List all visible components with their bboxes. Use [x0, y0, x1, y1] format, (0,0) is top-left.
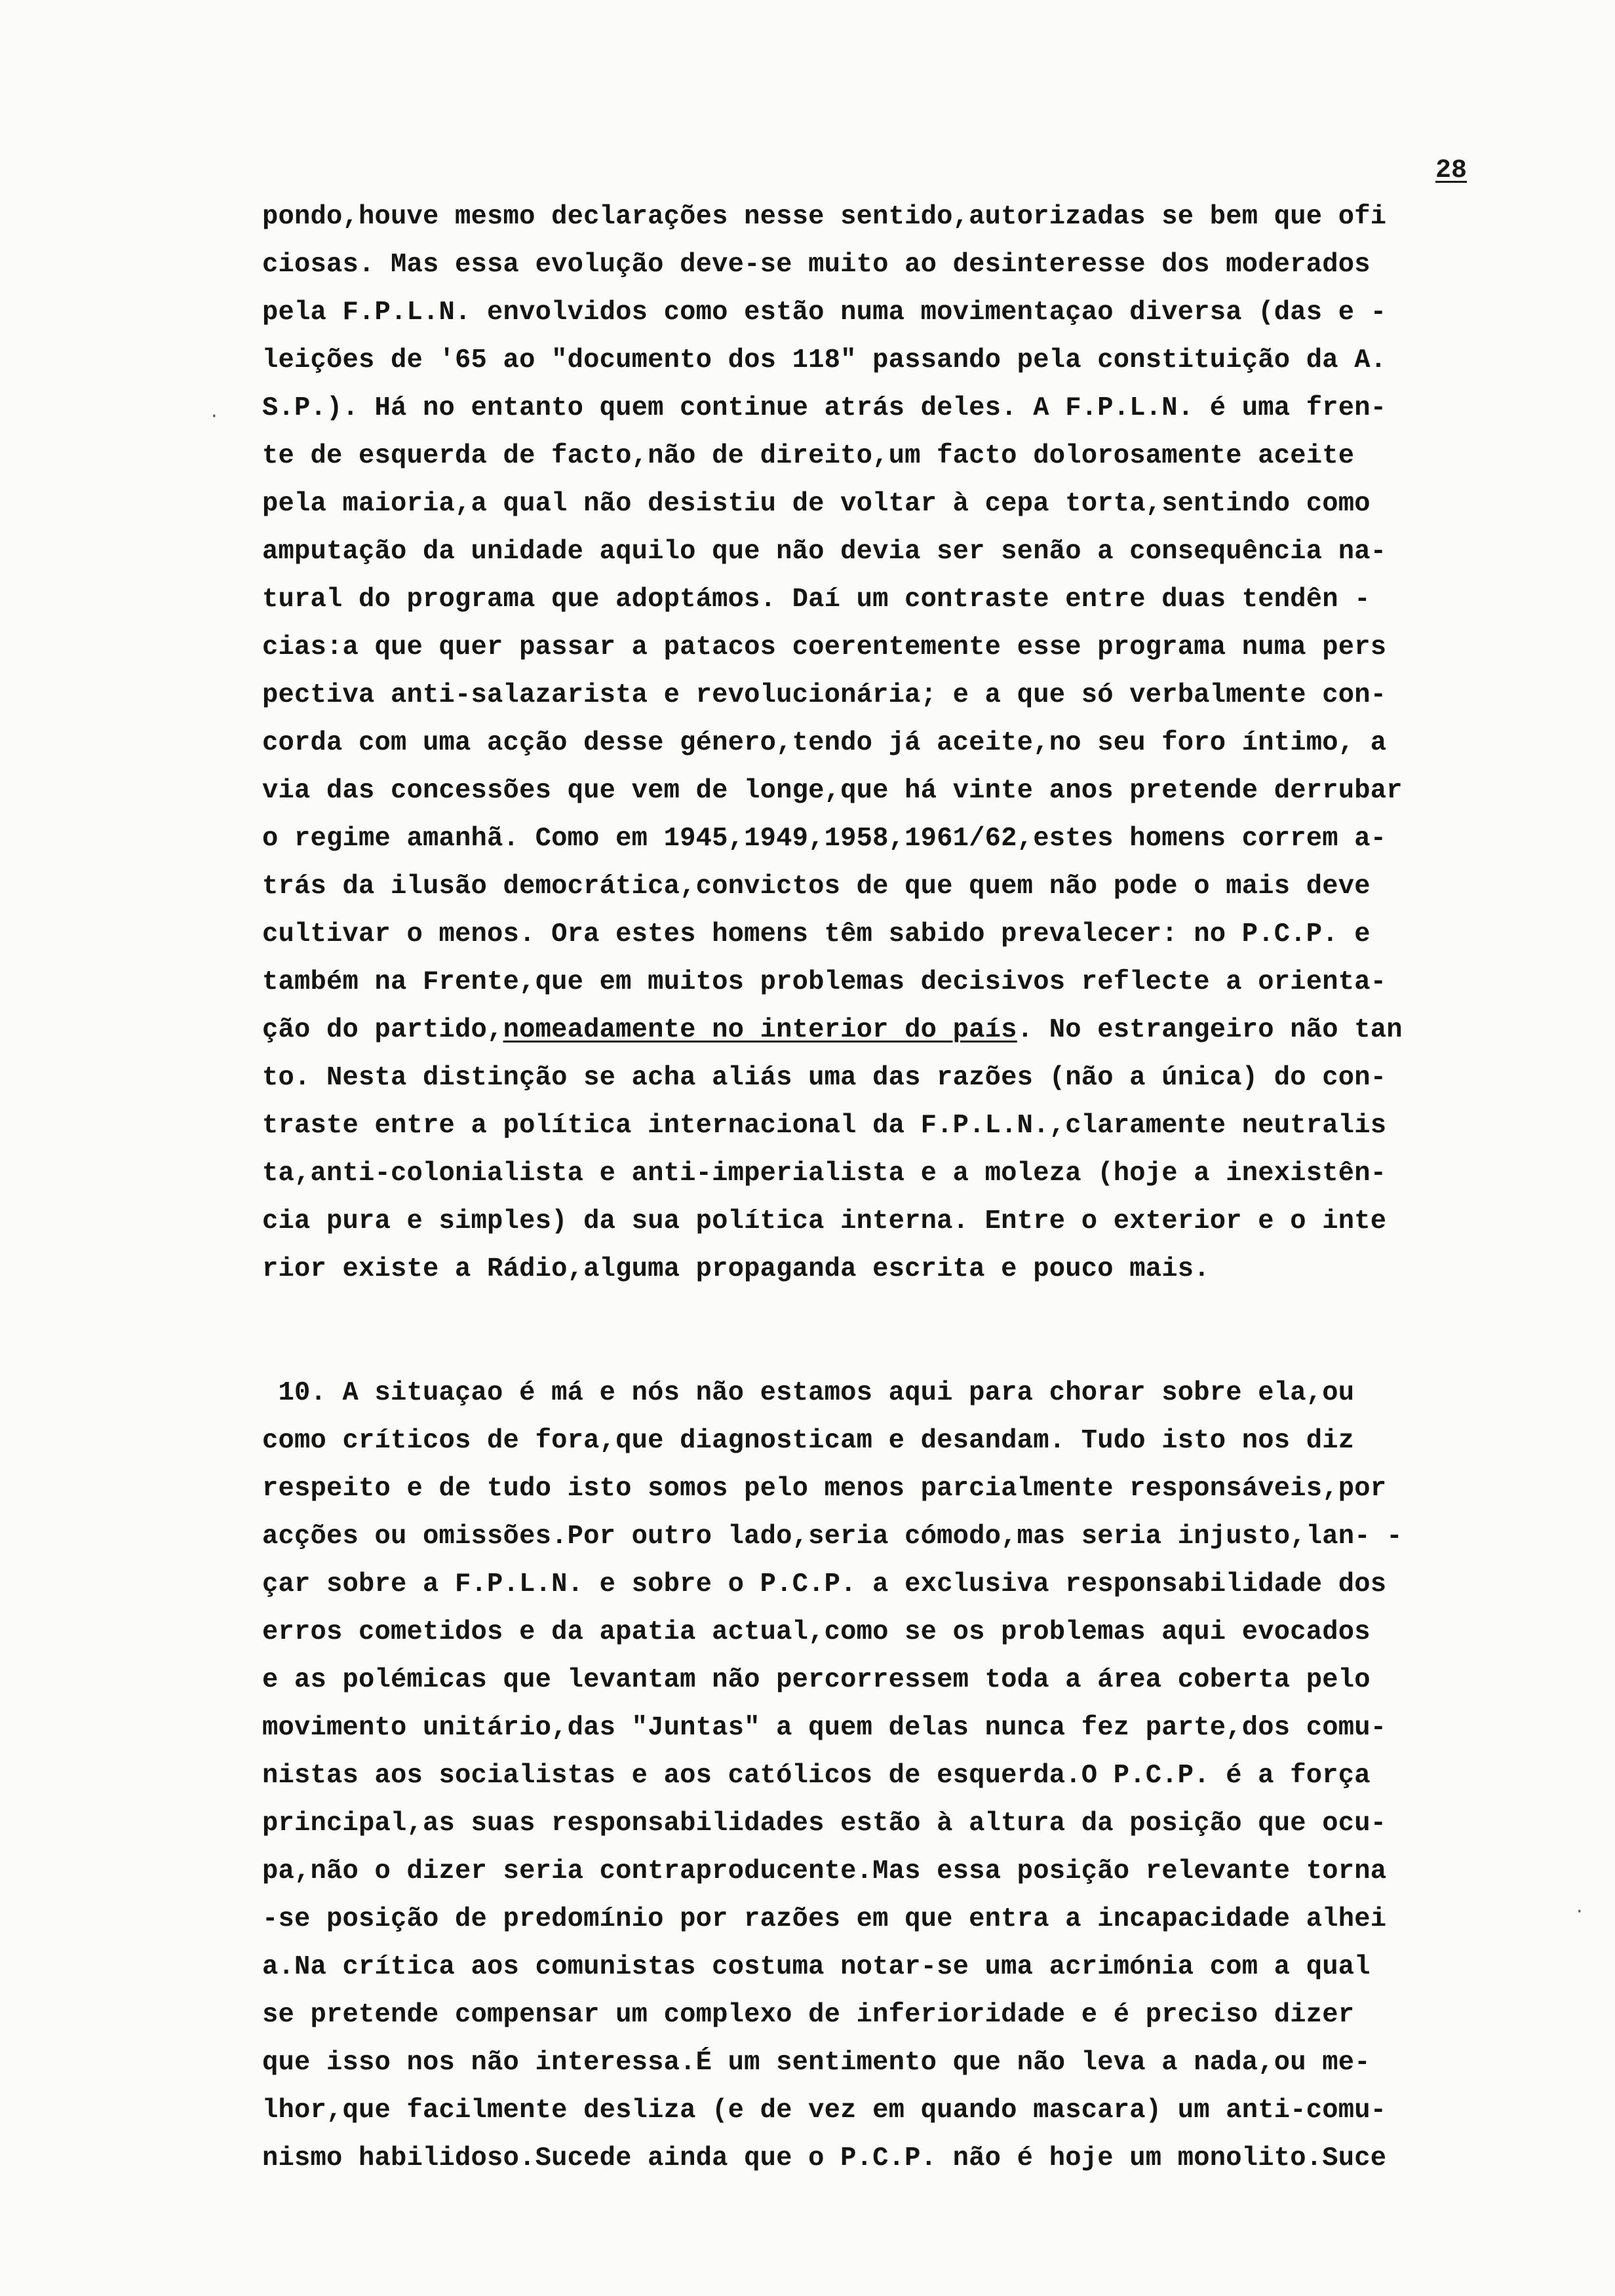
text-line-underlined [262, 1006, 1501, 1054]
text-line: -se posição de predomínio por razões em que entra a incapacidade alhei [262, 1904, 1387, 1934]
text-line: traste entre a política internacional da F.P.L.N.,claramente neutralis [262, 1111, 1387, 1141]
text-line: se pretende compensar um complexo de inferioridade e é preciso dizer [262, 2000, 1355, 2030]
text-line: respeito e de tudo isto somos pelo menos parcialmente responsáveis,por [262, 1474, 1387, 1504]
margin-mark: · [211, 405, 218, 428]
text-line: principal,as suas responsabilidades estão à altura da posição que ocu- [262, 1808, 1387, 1839]
text-line: rior existe a Rádio,alguma propaganda escrita e pouco mais. [262, 1254, 1210, 1284]
text-line: a.Na crítica aos comunistas costuma notar-se uma acrimónia com a qual [262, 1952, 1371, 1982]
margin-mark: · [1576, 1900, 1583, 1923]
text-line: também na Frente,que em muitos problemas decisivos reflecte a orienta- [262, 967, 1387, 997]
text-line: cia pura e simples) da sua política interna. Entre o exterior e o inte [262, 1206, 1387, 1236]
text-line: acções ou omissões.Por outro lado,seria cómodo,mas seria injusto,lan- - [262, 1521, 1403, 1552]
text-line: amputação da unidade aquilo que não devia ser senão a consequência na- [262, 537, 1387, 567]
text-line: cias:a que quer passar a patacos coerentemente esse programa numa pers [262, 632, 1387, 662]
text-line: pela F.P.L.N. envolvidos como estão numa movimentaçao diversa (das e - [262, 297, 1387, 328]
text-line: corda com uma acção desse género,tendo já aceite,no seu foro íntimo, a [262, 728, 1387, 758]
text-line: ta,anti-colonialista e anti-imperialista e a moleza (hoje a inexistên- [262, 1158, 1387, 1189]
text-line: movimento unitário,das "Juntas" a quem delas nunca fez parte,dos comu- [262, 1713, 1387, 1743]
text-line: çar sobre a F.P.L.N. e sobre o P.C.P. a exclusiva responsabilidade dos [262, 1569, 1387, 1599]
text-line: pela maioria,a qual não desistiu de voltar à cepa torta,sentindo como [262, 489, 1371, 519]
text-line: te de esquerda de facto,não de direito,um facto dolorosamente aceite [262, 441, 1355, 471]
text-line: lhor,que facilmente desliza (e de vez em quando mascara) um anti-comu- [262, 2095, 1387, 2126]
text-line: nismo habilidoso.Sucede ainda que o P.C.P. não é hoje um monolito.Suce [262, 2143, 1387, 2173]
text-line: tural do programa que adoptámos. Daí um contraste entre duas tendên - [262, 584, 1371, 615]
paragraph-1 [262, 193, 1501, 1293]
text-line: trás da ilusão democrática,convictos de que quem não pode o mais deve [262, 871, 1371, 902]
text-line: pectiva anti-salazarista e revolucionária; e a que só verbalmente con- [262, 680, 1387, 710]
text-line: o regime amanhã. Como em 1945,1949,1958,1961/62,estes homens correm a- [262, 824, 1387, 854]
line-text-after: . No estrangeiro não tan [1017, 1015, 1403, 1045]
page-number: 28 [1435, 156, 1468, 185]
text-line: to. Nesta distinção se acha aliás uma das razões (não a única) do con- [262, 1063, 1387, 1093]
paragraph-2 [262, 1369, 1501, 2183]
text-line: S.P.). Há no entanto quem continue atrás deles. A F.P.L.N. é uma fren- [262, 393, 1387, 423]
text-line: e as polémicas que levantam não percorressem toda a área coberta pelo [262, 1665, 1371, 1695]
text-line: pa,não o dizer seria contraproducente.Mas essa posição relevante torna [262, 1856, 1387, 1886]
text-line: via das concessões que vem de longe,que há vinte anos pretende derrubar [262, 776, 1403, 806]
text-line: que isso nos não interessa.É um sentimento que não leva a nada,ou me- [262, 2048, 1371, 2078]
text-line: ciosas. Mas essa evolução deve-se muito ao desinteresse dos moderados [262, 250, 1371, 280]
text-line: nistas aos socialistas e aos católicos de esquerda.O P.C.P. é a força [262, 1761, 1371, 1791]
text-line: pondo,houve mesmo declarações nesse sentido,autorizadas se bem que ofi [262, 202, 1387, 232]
text-line: leições de '65 ao "documento dos 118" passando pela constituição da A. [262, 345, 1387, 375]
text-line: 10. A situaçao é má e nós não estamos aqui para chorar sobre ela,ou [262, 1378, 1355, 1408]
line-text-before: ção do partido, [262, 1015, 503, 1045]
text-line: cultivar o menos. Ora estes homens têm sabido prevalecer: no P.C.P. e [262, 919, 1371, 949]
text-line: como críticos de fora,que diagnosticam e desandam. Tudo isto nos diz [262, 1426, 1355, 1456]
underlined-phrase: nomeadamente no interior do país [503, 1015, 1017, 1045]
text-line: erros cometidos e da apatia actual,como se os problemas aqui evocados [262, 1617, 1371, 1647]
